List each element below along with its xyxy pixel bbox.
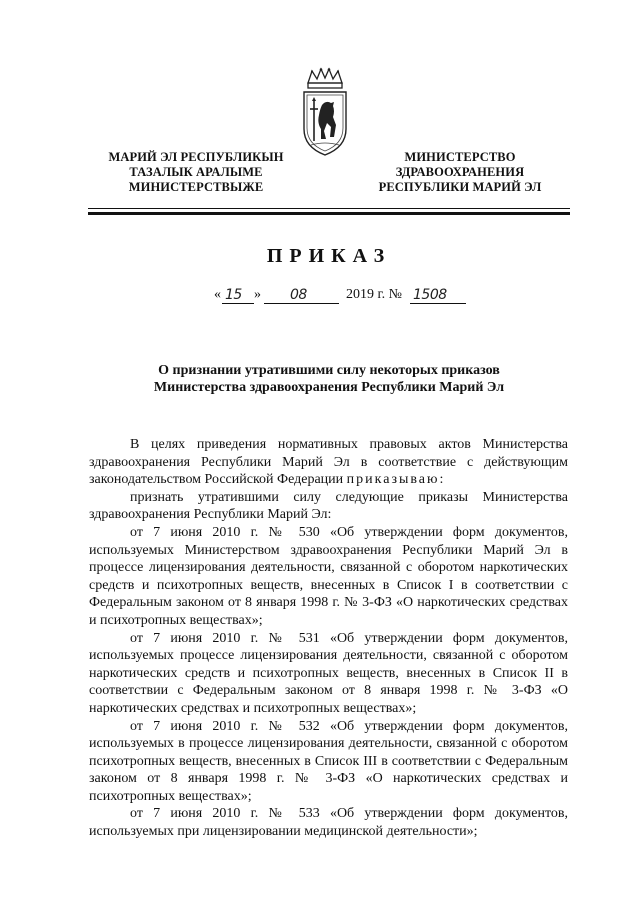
intro-paragraph [89, 436, 568, 489]
clause-paragraph: признать утратившими силу следующие приказы Министерства здравоохранения Республики Марий Эл: [89, 489, 568, 523]
list-item: от 7 июня 2010 г. № 533 «Об утверждении форм документов, используемых при лицензировании медицинской деятельности»; [89, 806, 568, 840]
document-title: ПРИКАЗ [266, 245, 392, 267]
subject-line-2: Министерства здравоохранения Республики Марий Эл [153, 380, 505, 395]
header-left-line-3: МИНИСТЕРСТВЫЖЕ [128, 180, 264, 194]
coat-of-arms-icon [300, 67, 350, 157]
open-quote: « [214, 287, 221, 302]
number-underline [410, 303, 466, 304]
prikazyvayu-text: приказываю: [346, 472, 446, 488]
header-right [360, 150, 560, 195]
subject-line-1: О признании утратившими силу некоторых приказов [158, 363, 500, 378]
month-value: 08 [290, 287, 307, 303]
list-item: от 7 июня 2010 г. № 532 «Об утверждении форм документов, используемых в процессе лицензирования деятельности, связанной с оборотом психотропных веществ, внесенных в Список III в соответствии с Федеральным законом от 8 января 1998 г. № 3-ФЗ «О наркотических средствах и психотропных веществах»; [89, 718, 568, 804]
header-left-line-1: МАРИЙ ЭЛ РЕСПУБЛИКЫН [108, 150, 284, 164]
list-item: от 7 июня 2010 г. № 530 «Об утверждении форм документов, используемых Министерством здравоохранения Республики Марий Эл в процессе лицензирования деятельности, связанной с оборотом наркотических средств и психотропных веществ, внесенных в Список I в соответствии с Федеральным законом от 8 января 1998 г. № 3-ФЗ «О наркотических средствах и психотропных веществах»; [89, 524, 568, 628]
header-left-line-2: ТАЗАЛЫК АРАЛЫМЕ [129, 165, 263, 179]
header-right-line-3: РЕСПУБЛИКИ МАРИЙ ЭЛ [378, 180, 542, 194]
order-number-value: 1508 [413, 287, 447, 303]
year-and-number-label: 2019 г. № [346, 287, 403, 302]
month-underline [264, 303, 339, 304]
header-divider-thin [88, 208, 570, 209]
date-number-line [214, 287, 494, 307]
intro-text: В целях приведения нормативных правовых актов Министерства здравоохранения Республики Марий Эл в соответствие с действующим законодательством Российской Федерации [89, 437, 568, 488]
document-subject [88, 362, 570, 396]
day-value: 15 [225, 287, 242, 303]
header-divider-thick [88, 212, 570, 215]
document-body [89, 436, 568, 841]
header-right-line-1: МИНИСТЕРСТВО [404, 150, 516, 164]
day-underline [222, 303, 254, 304]
header-right-line-2: ЗДРАВООХРАНЕНИЯ [395, 165, 525, 179]
list-item: от 7 июня 2010 г. № 531 «Об утверждении форм документов, используемых процессе лицензирования деятельности, связанной с оборотом наркотических средств и психотропных веществ, внесенных в Список II в соответствии с Федеральным законом от 8 января 1998 г. № 3-ФЗ «О наркотических средствах и психотропных веществах»; [89, 630, 568, 716]
header-left [98, 150, 294, 195]
close-quote: » [254, 287, 261, 302]
